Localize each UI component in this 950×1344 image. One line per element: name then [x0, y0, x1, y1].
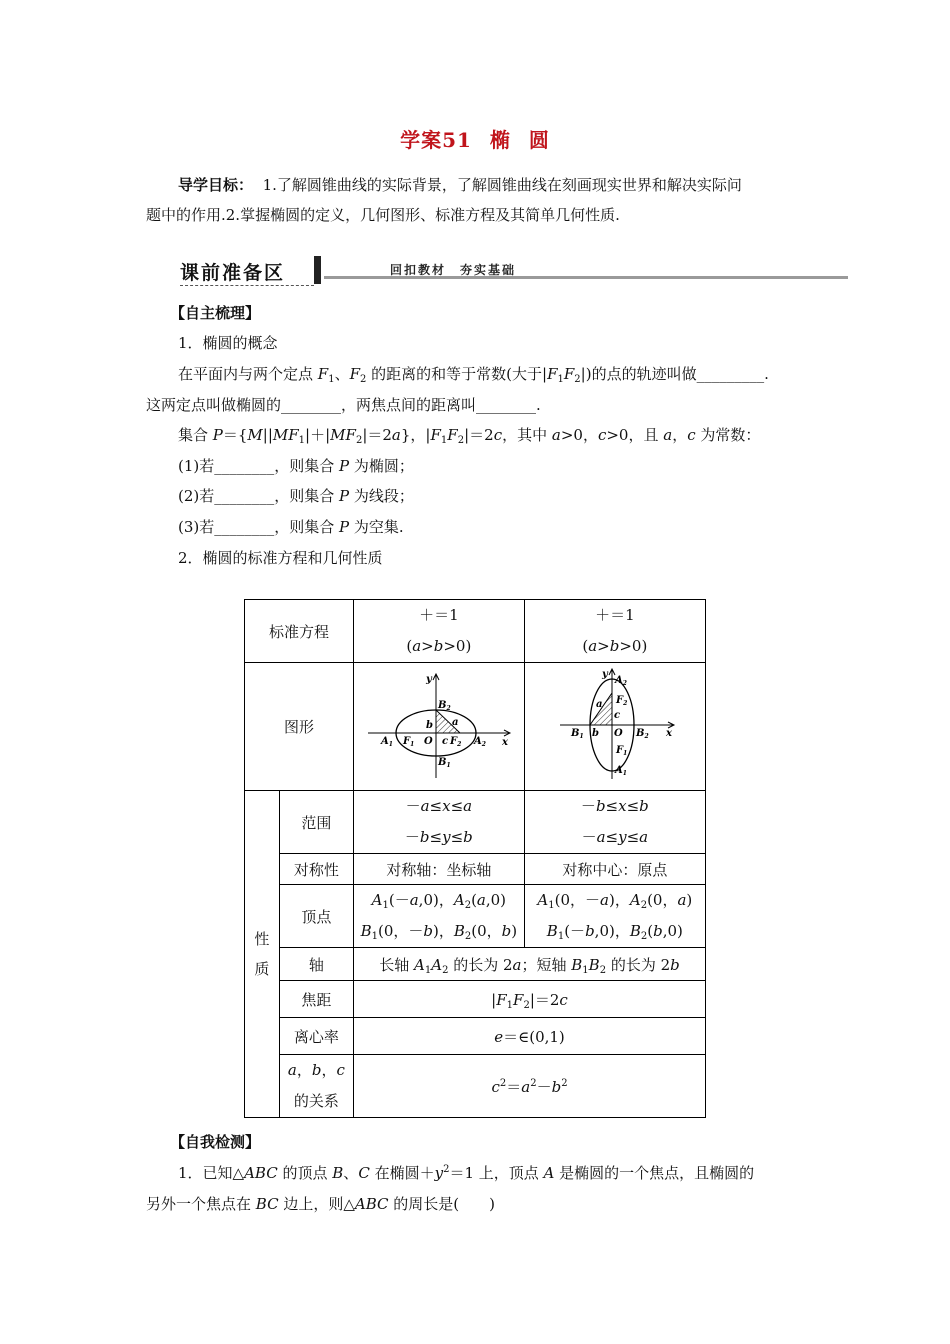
svg-text:a: a — [451, 716, 459, 728]
properties-label: 性 质 — [245, 791, 280, 1118]
svg-text:y: y — [425, 673, 432, 685]
concept-line1: 在平面内与两个定点 $F_1$、$F_2$ 的距离的和等于常数(大于$|F_1F_2|$)的点的轨迹叫做_________. — [178, 365, 769, 385]
svg-text:c: c — [441, 735, 448, 747]
axis-value: 长轴 $A_1A_2$ 的长为 2a；短轴 $B_1B_2$ 的长为 2b — [354, 948, 706, 981]
banner-subtitle: 回扣教材 夯实基础 — [390, 263, 517, 277]
concept-line3: 集合 $P=\{M||MF_1|+|MF_2|=2a\}$，$|F_1F_2|=2c$，其中 a>0，c>0，且 a，c 为常数： — [178, 426, 761, 446]
svg-text:F2: $F_2$ — [449, 735, 462, 748]
sec-selftest-heading: 【自我检测】 — [170, 1133, 261, 1151]
concept-line2: 这两定点叫做椭圆的________，两焦点间的距离叫________. — [146, 396, 541, 414]
row-figure-label: 图形 — [245, 663, 354, 791]
svg-text:A1: $A_1$ — [380, 735, 393, 748]
banner-bar — [314, 256, 321, 284]
sec-review-heading: 【自主梳理】 — [170, 304, 261, 322]
svg-text:b: b — [425, 719, 433, 731]
svg-text:x: x — [665, 727, 672, 739]
row-standard-equation-label: 标准方程 — [245, 600, 354, 663]
learning-goal-line2: 题中的作用.2.掌握椭圆的定义，几何图形、标准方程及其简单几何性质. — [146, 206, 620, 224]
case-1: (1)若________，则集合 P 为椭圆； — [178, 457, 414, 475]
eccentricity-label: 离心率 — [279, 1018, 353, 1055]
svg-text:x: x — [501, 736, 508, 748]
horizontal-ellipse-diagram — [364, 670, 514, 780]
case-2: (2)若________，则集合 P 为线段； — [178, 487, 414, 505]
question1-line2: 另外一个焦点在 BC 边上，则△ABC 的周长是( ) — [146, 1195, 495, 1213]
svg-text:b: b — [591, 727, 599, 739]
svg-text:B1: $B_1$ — [437, 756, 451, 769]
symmetry-axis: 对称轴：坐标轴 — [354, 854, 525, 885]
learning-goal-line1: 导学目标： 1.了解圆锥曲线的实际背景，了解圆锥曲线在刻画现实世界和解决实际问 — [178, 176, 742, 194]
svg-text:B1: $B_1$ — [570, 727, 584, 740]
svg-text:F1: $F_1$ — [615, 744, 628, 757]
concept-heading: 1．椭圆的概念 — [178, 334, 278, 352]
page-title: 学案51 椭 圆 — [400, 128, 550, 152]
relation-label: a，b，c 的关系 — [279, 1055, 353, 1118]
figure-horizontal-ellipse — [354, 663, 525, 791]
focal-distance-value: $|F_1F_2|=2c$ — [354, 981, 706, 1018]
focal-distance-label: 焦距 — [279, 981, 353, 1018]
banner-tag: 课前准备区 — [180, 262, 286, 284]
svg-text:O: O — [613, 727, 623, 739]
relation-value: $c^2=a^2-b^2$ — [354, 1055, 706, 1118]
range-horizontal: －a≤x≤a －b≤y≤b — [354, 791, 525, 854]
symmetry-center: 对称中心：原点 — [524, 854, 705, 885]
svg-text:B2: $B_2$ — [635, 727, 649, 740]
svg-text:F1: $F_1$ — [402, 735, 415, 748]
svg-text:y: y — [601, 668, 608, 680]
svg-text:B2: $B_2$ — [437, 699, 451, 712]
svg-text:a: a — [595, 698, 603, 710]
svg-text:A1: $A_1$ — [614, 764, 627, 777]
section-banner — [176, 256, 848, 288]
svg-text:A2: $A_2$ — [473, 735, 486, 748]
svg-text:A2: $A_2$ — [614, 674, 627, 687]
ellipse-properties-table — [244, 599, 706, 1118]
axis-label: 轴 — [279, 948, 353, 981]
banner-dash — [180, 285, 314, 286]
figure-vertical-ellipse — [524, 663, 705, 791]
vertex-horizontal: $A_1(-a,0)$，$A_2(a,0)$ $B_1(0$，－b)，$B_2(0$，b) — [354, 885, 525, 948]
std-eq-vertical: ＋＝1 (a>b>0) — [524, 600, 705, 663]
eccentricity-value: e＝∈(0,1) — [354, 1018, 706, 1055]
vertex-vertical: $A_1(0$，－a)，$A_2(0$，a) $B_1(-b,0)$，$B_2(b,0)$ — [524, 885, 705, 948]
properties-heading: 2．椭圆的标准方程和几何性质 — [178, 549, 383, 567]
svg-text:F2: $F_2$ — [615, 694, 628, 707]
symmetry-label: 对称性 — [279, 854, 353, 885]
vertical-ellipse-diagram — [550, 667, 680, 783]
range-label: 范围 — [279, 791, 353, 854]
question1-line1: 1．已知△ABC 的顶点 B、C 在椭圆$+y^2=1$ 上，顶点 A 是椭圆的一个焦点，且椭圆的 — [178, 1164, 755, 1182]
svg-text:O: O — [423, 735, 433, 747]
std-eq-horizontal: ＋＝1 (a>b>0) — [354, 600, 525, 663]
svg-text:c: c — [613, 709, 620, 721]
vertex-label: 顶点 — [279, 885, 353, 948]
range-vertical: －b≤x≤b －a≤y≤a — [524, 791, 705, 854]
case-3: (3)若________，则集合 P 为空集. — [178, 518, 404, 536]
